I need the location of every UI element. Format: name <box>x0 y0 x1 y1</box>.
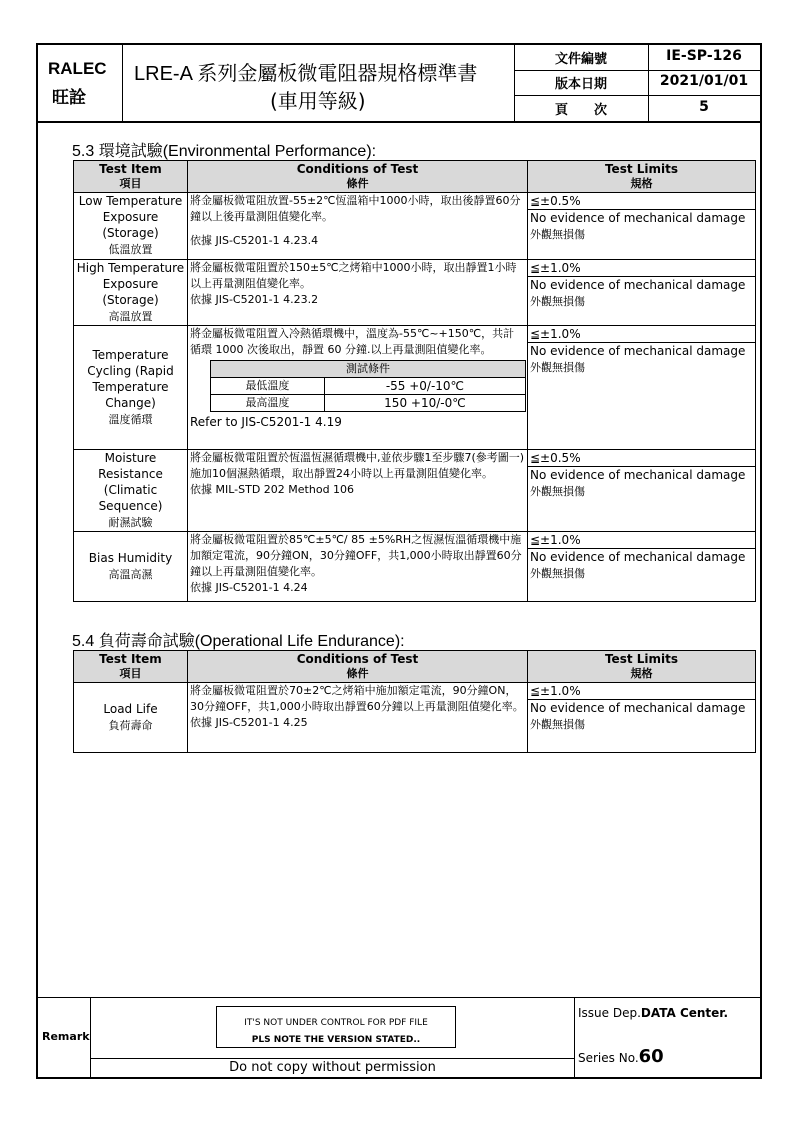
company-name-zh: 旺詮 <box>52 88 86 108</box>
test-limit-value: ≦±0.5% <box>528 193 755 210</box>
test-item: Bias Humidity <box>88 551 173 565</box>
load-life-table <box>73 650 756 753</box>
test-condition: 將金屬板微電阻置於85℃±5℃/ 85 ±5%RH之恆濕恆溫循環機中施加額定電流，90分鐘ON，30分鐘OFF，共1,000小時取出靜置60分鐘以上再量測阻值變化率。 <box>190 533 522 578</box>
col-item-header: Test Item <box>99 162 162 176</box>
test-reference: Refer to JIS-C5201-1 4.19 <box>190 415 342 429</box>
page-value: 5 <box>699 99 709 115</box>
col-item-header: Test Item <box>99 652 162 666</box>
table-header-row <box>74 161 756 193</box>
section-5-3-title: 5.3 環境試驗(Environmental Performance): <box>72 143 377 160</box>
remark-label: Remark <box>42 1030 90 1043</box>
test-limit-value: ≦±1.0% <box>528 683 755 700</box>
test-condition: 將金屬板微電阻置於150±5℃之烤箱中1000小時，取出靜置1小時以上再量測阻值變化率。 <box>190 261 517 290</box>
pdf-notice-box <box>216 1006 456 1048</box>
table-row <box>74 260 756 326</box>
table-header-row <box>74 651 756 683</box>
test-limit-damage-zh: 外觀無損傷 <box>530 295 585 308</box>
test-condition: 將金屬板微電阻置於70±2℃之烤箱中施加額定電流，90分鐘ON，30分鐘OFF，共1,000小時取出靜置60分鐘以上再量測阻值變化率。 <box>190 684 524 713</box>
subtable-value: -55 +0/-10℃ <box>324 378 525 395</box>
test-limit-damage-zh: 外觀無損傷 <box>530 718 585 731</box>
test-item-zh: 耐濕試驗 <box>108 516 153 529</box>
doc-no-value: IE-SP-126 <box>666 48 742 64</box>
test-limit-damage-zh: 外觀無損傷 <box>530 361 585 374</box>
issue-value: DATA Center. <box>640 1006 729 1020</box>
test-item-zh: 低溫放置 <box>108 243 153 256</box>
table-row <box>74 532 756 602</box>
document-subtitle: (車用等級) <box>270 89 366 113</box>
test-reference: 依據 JIS-C5201-1 4.23.4 <box>190 234 319 247</box>
test-limit-damage-zh: 外觀無損傷 <box>530 228 585 241</box>
test-reference: 依據 MIL-STD 202 Method 106 <box>190 483 355 496</box>
table-row <box>74 193 756 260</box>
subtable-value: 150 +10/-0℃ <box>324 395 525 412</box>
test-limit-damage: No evidence of mechanical damage <box>530 550 746 564</box>
test-item: Low Temperature Exposure (Storage) <box>78 194 183 240</box>
col-item-header-zh: 項目 <box>119 177 142 190</box>
test-item-zh: 高溫高濕 <box>108 568 153 581</box>
test-limit-damage: No evidence of mechanical damage <box>530 701 746 715</box>
copy-notice: Do not copy without permission <box>229 1060 436 1075</box>
test-limit-damage-zh: 外觀無損傷 <box>530 567 585 580</box>
series-number <box>578 1046 664 1067</box>
col-cond-header-zh: 條件 <box>346 667 369 680</box>
col-cond-header-zh: 條件 <box>346 177 369 190</box>
test-limit-value: ≦±0.5% <box>528 450 755 467</box>
issue-label: Issue Dep. <box>578 1006 641 1020</box>
test-limit-damage: No evidence of mechanical damage <box>530 468 746 482</box>
test-limit-value: ≦±1.0% <box>528 260 755 277</box>
issue-department <box>578 1006 728 1020</box>
col-lim-header-zh: 規格 <box>630 667 653 680</box>
test-reference: 依據 JIS-C5201-1 4.23.2 <box>190 293 319 306</box>
test-limit-value: ≦±1.0% <box>528 532 755 549</box>
test-item-zh: 高溫放置 <box>108 310 153 323</box>
test-item-zh: 溫度循環 <box>108 413 153 426</box>
test-item: Load Life <box>103 702 158 716</box>
test-condition: 將金屬板微電阻置入冷熱循環機中，溫度為-55℃~+150℃，共計循環 1000 次後取出，靜置 60 分鐘.以上再量測阻值變化率。 <box>190 327 515 356</box>
col-item-header-zh: 項目 <box>119 667 142 680</box>
test-reference: 依據 JIS-C5201-1 4.24 <box>190 581 308 594</box>
test-limit-damage: No evidence of mechanical damage <box>530 344 746 358</box>
col-lim-header: Test Limits <box>604 652 679 666</box>
test-limit-damage: No evidence of mechanical damage <box>530 278 746 292</box>
test-limit-value: ≦±1.0% <box>528 326 755 343</box>
table-row <box>74 450 756 532</box>
test-condition: 將金屬板微電阻置於恆溫恆濕循環機中,並依步驟1至步驟7(參考圖一) 施加10個濕熱循環，取出靜置24小時以上再量測阻值變化率。 <box>190 451 525 480</box>
test-item-zh: 負荷壽命 <box>108 719 153 732</box>
table-row <box>74 326 756 450</box>
test-item: Temperature Cycling (Rapid Temperature Change) <box>87 348 174 410</box>
page-label: 頁 次 <box>554 103 607 118</box>
col-lim-header: Test Limits <box>604 162 679 176</box>
series-label: Series No. <box>578 1051 639 1065</box>
col-lim-header-zh: 規格 <box>630 177 653 190</box>
test-condition-subtable <box>210 360 526 412</box>
col-cond-header: Conditions of Test <box>296 652 419 666</box>
date-value: 2021/01/01 <box>659 73 749 89</box>
subtable-label: 最高溫度 <box>211 395 325 412</box>
environmental-table <box>73 160 756 602</box>
col-cond-header: Conditions of Test <box>296 162 419 176</box>
test-item: Moisture Resistance (Climatic Sequence) <box>98 451 163 513</box>
test-reference: 依據 JIS-C5201-1 4.25 <box>190 716 308 729</box>
doc-no-label: 文件編號 <box>554 52 607 67</box>
company-name-en: RALEC <box>48 59 107 78</box>
table-row <box>74 683 756 753</box>
test-limit-damage: No evidence of mechanical damage <box>530 211 746 225</box>
test-limit-damage-zh: 外觀無損傷 <box>530 485 585 498</box>
document-title: LRE-A 系列金屬板微電阻器規格標準書 <box>134 63 478 85</box>
subtable-label: 最低溫度 <box>211 378 325 395</box>
pdf-notice-line2: PLS NOTE THE VERSION STATED.. <box>251 1035 421 1045</box>
test-item: High Temperature Exposure (Storage) <box>76 261 185 307</box>
series-value: 60 <box>638 1046 664 1067</box>
document-header <box>38 45 760 122</box>
date-label: 版本日期 <box>554 77 607 92</box>
pdf-notice-line1: IT'S NOT UNDER CONTROL FOR PDF FILE <box>244 1018 428 1028</box>
section-5-4-title: 5.4 負荷壽命試驗(Operational Life Endurance): <box>72 633 405 650</box>
test-condition: 將金屬板微電阻放置-55±2℃恆溫箱中1000小時，取出後靜置60分鐘以上後再量測阻值變化率。 <box>190 194 521 223</box>
subtable-header: 測試條件 <box>211 361 526 378</box>
